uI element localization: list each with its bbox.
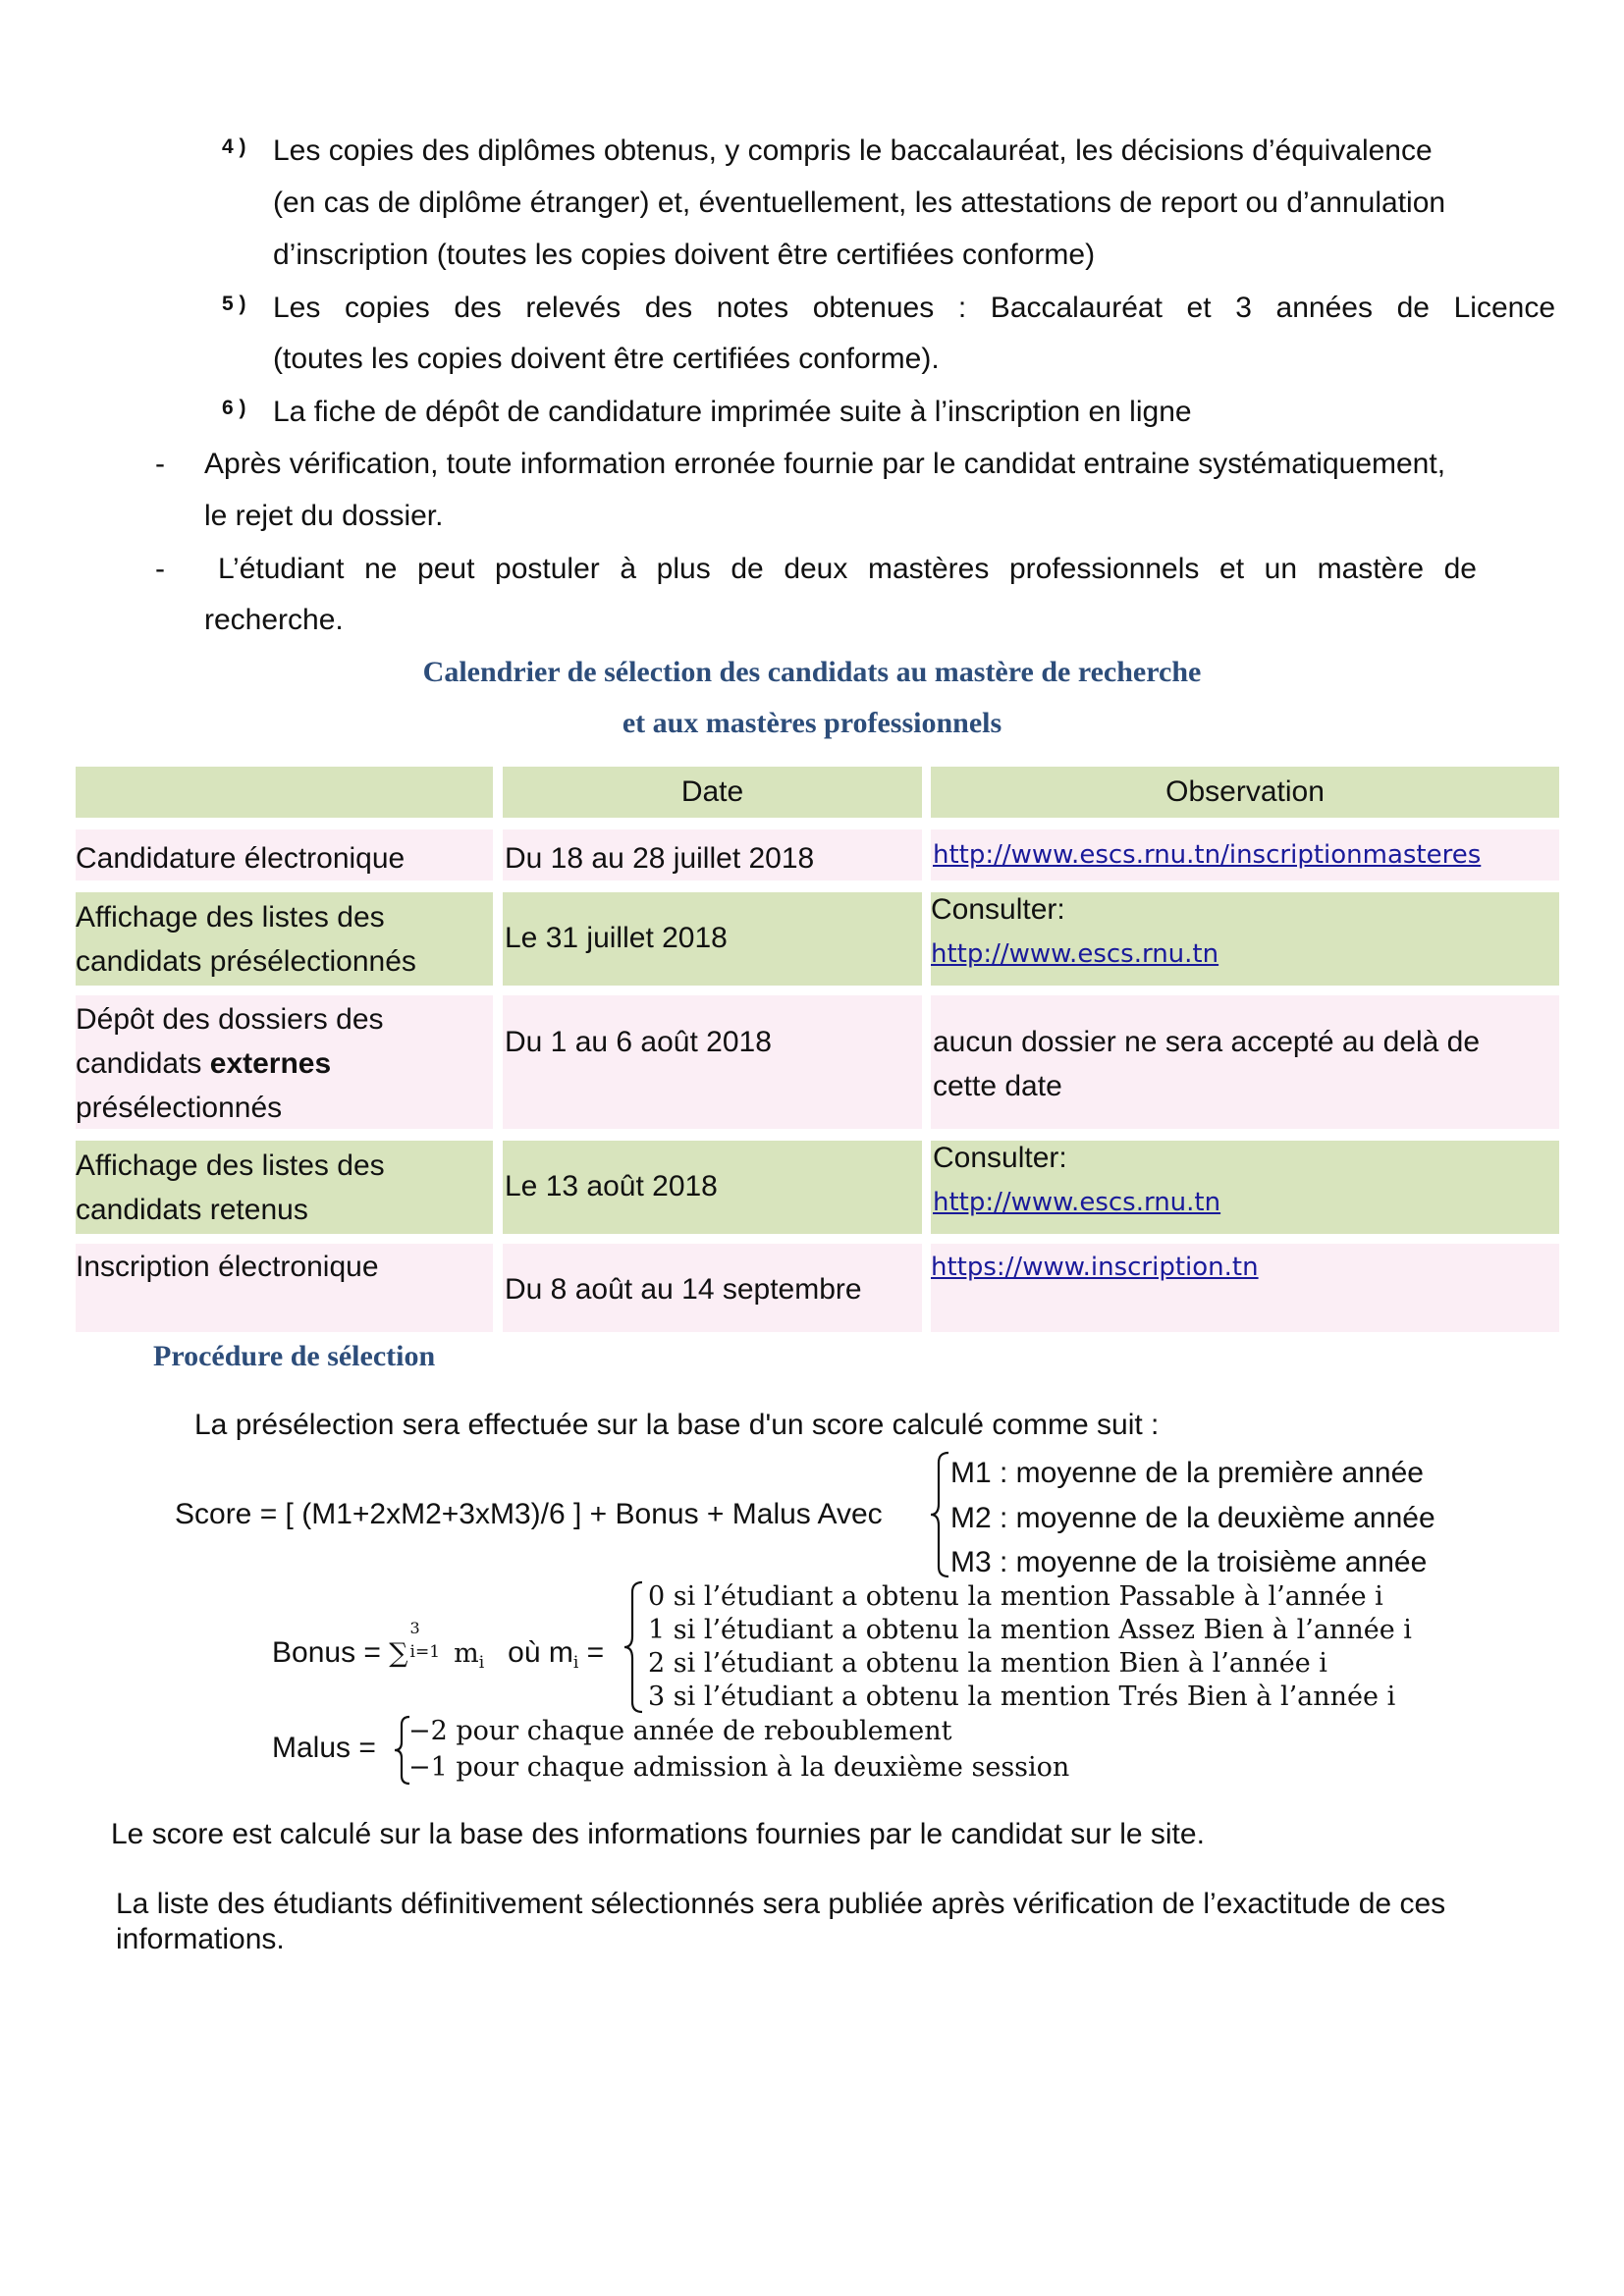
table-cell-date: Du 8 août au 14 septembre: [503, 1244, 922, 1332]
step-line: présélectionnés: [76, 1092, 283, 1124]
m2-definition: M2 : moyenne de la deuxième année: [950, 1502, 1435, 1534]
bonus-case: 2 si l’étudiant a obtenu la mention Bien à l’année i: [648, 1648, 1327, 1679]
malus-cases: [408, 1713, 1069, 1786]
table-cell-observation: [931, 1141, 1559, 1234]
link-inscription[interactable]: https://www.inscription.tn: [931, 1253, 1259, 1282]
table-cell-step: Candidature électronique: [76, 829, 493, 881]
observation-line: cette date: [933, 1070, 1062, 1102]
table-cell-observation: [931, 892, 1559, 986]
list-item-line: d’inscription (toutes les copies doivent être certifiées conforme): [273, 239, 1096, 271]
table-cell-step: [76, 1141, 493, 1234]
list-item-line: Les copies des relevés des notes obtenues : Baccalauréat et 3 années de Licence: [273, 292, 1555, 324]
step-line: Affichage des listes des: [76, 901, 385, 934]
link-escs[interactable]: http://www.escs.rnu.tn: [933, 1188, 1221, 1217]
table-cell-step: [76, 892, 493, 986]
list-number: 6 ): [222, 397, 246, 419]
table-cell-date: Le 31 juillet 2018: [503, 892, 922, 986]
table-cell-observation: [931, 995, 1559, 1129]
procedure-title: Procédure de sélection: [153, 1340, 436, 1372]
step-bold-word: externes: [209, 1047, 332, 1080]
calendar-title-line2: et aux mastères professionnels: [622, 707, 1002, 739]
observation-text: Consulter:: [931, 893, 1065, 926]
left-brace-icon: [623, 1580, 646, 1714]
bullet-dash: -: [155, 448, 165, 480]
observation-line: aucun dossier ne sera accepté au delà de: [933, 1026, 1481, 1058]
bullet-line: le rejet du dossier.: [204, 500, 444, 532]
table-header-date: Date: [503, 767, 922, 818]
bullet-line: L’étudiant ne peut postuler à plus de deux mastères professionnels et un mastère de: [218, 553, 1477, 585]
malus-label: Malus =: [272, 1732, 376, 1764]
link-escs[interactable]: http://www.escs.rnu.tn: [931, 939, 1219, 969]
link-inscription-masteres[interactable]: http://www.escs.rnu.tn/inscriptionmasteres: [933, 840, 1482, 870]
footer-paragraph-2-line2: informations.: [116, 1923, 285, 1955]
bonus-cases: [648, 1580, 1412, 1714]
m3-definition: M3 : moyenne de la troisième année: [950, 1546, 1428, 1578]
list-item-line: (toutes les copies doivent être certifiées conforme).: [273, 343, 940, 375]
bullet-dash: -: [155, 553, 165, 585]
footer-paragraph-2-line1: La liste des étudiants définitivement sélectionnés sera publiée après vérification de l’exactitude de ces: [116, 1888, 1446, 1920]
procedure-intro: La présélection sera effectuée sur la base d'un score calculé comme suit :: [194, 1409, 1160, 1441]
m1-definition: M1 : moyenne de la première année: [950, 1457, 1424, 1489]
bonus-formula: Bonus = ∑ 3 i=1 $m_i$ où $m_i$ =: [272, 1619, 605, 1673]
table-cell-observation: [931, 829, 1559, 881]
observation-text: Consulter:: [933, 1142, 1067, 1174]
list-number: 4 ): [222, 135, 246, 158]
table-header-observation: Observation: [931, 767, 1559, 818]
table-cell-date: Le 13 août 2018: [503, 1141, 922, 1234]
table-header-cell: [76, 767, 493, 818]
step-line: candidats présélectionnés: [76, 945, 416, 978]
score-formula: Score = [ (M1+2xM2+3xM3)/6 ] + Bonus + Malus Avec: [175, 1498, 883, 1530]
bonus-case: 3 si l’étudiant a obtenu la mention Trés Bien à l’année i: [648, 1682, 1396, 1712]
bullet-line: recherche.: [204, 604, 344, 636]
table-cell-step: Inscription électronique: [76, 1244, 493, 1332]
table-cell-date: Du 1 au 6 août 2018: [503, 995, 922, 1129]
bonus-case: 0 si l’étudiant a obtenu la mention Passable à l’année i: [648, 1581, 1383, 1612]
footer-paragraph-1: Le score est calculé sur la base des informations fournies par le candidat sur le site.: [111, 1818, 1205, 1850]
left-brace-icon: [929, 1451, 952, 1578]
bonus-case: 1 si l’étudiant a obtenu la mention Assez Bien à l’année i: [648, 1615, 1412, 1645]
list-number: 5 ): [222, 293, 246, 315]
list-item-line: (en cas de diplôme étranger) et, éventuellement, les attestations de report ou d’annulation: [273, 187, 1446, 219]
table-cell-observation: [931, 1244, 1559, 1332]
bullet-line: Après vérification, toute information erronée fournie par le candidat entraine systématiquement,: [204, 448, 1446, 480]
list-item-line: La fiche de dépôt de candidature imprimée suite à l’inscription en ligne: [273, 396, 1192, 428]
table-cell-step: [76, 995, 493, 1129]
step-line: Dépôt des dossiers des: [76, 1003, 384, 1036]
table-cell-date: Du 18 au 28 juillet 2018: [503, 829, 922, 881]
calendar-title-line1: Calendrier de sélection des candidats au mastère de recherche: [422, 656, 1202, 688]
step-line: Affichage des listes des: [76, 1149, 385, 1182]
step-line: candidats retenus: [76, 1194, 308, 1226]
malus-case: −1 pour chaque admission à la deuxième session: [408, 1752, 1070, 1783]
step-line: candidats externes: [76, 1047, 332, 1080]
list-item-line: Les copies des diplômes obtenus, y compris le baccalauréat, les décisions d’équivalence: [273, 134, 1433, 167]
malus-case: −2 pour chaque année de reboublement: [408, 1716, 952, 1746]
